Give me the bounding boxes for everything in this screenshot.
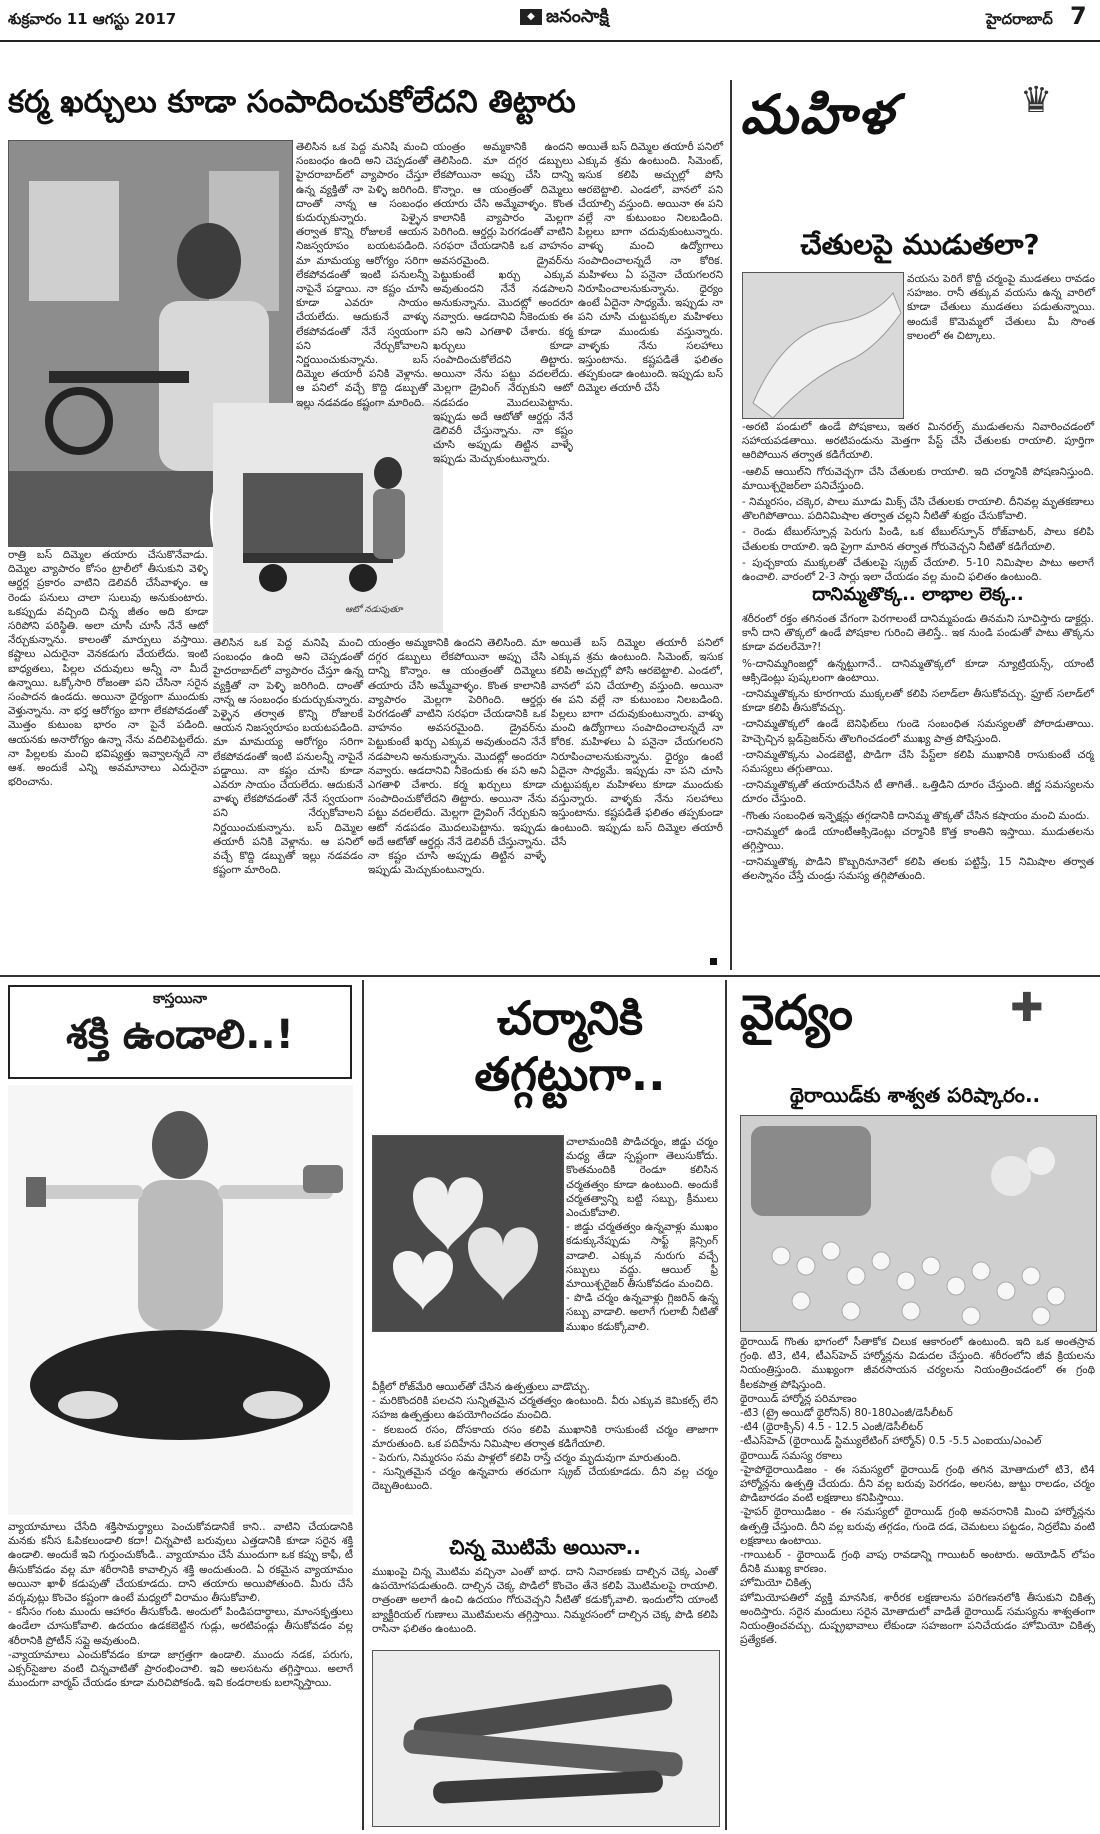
vaidyam-title: వైద్యం [740,985,853,1041]
point-item: -దానిమ్మతొక్క పొడిని కొబ్బరినూనెలో కలిపి తలకు పట్టిస్తే, 15 నిమిషాల తర్వాత తలస్నానం చేస్తే చుండ్రు సమస్య తగ్గిపోతుంది. [742,856,1094,883]
tip-item: - రెండు టేబుల్‌స్పూన్ల పెరుగు పిండి, ఒక టేబుల్‌స్పూన్ రోజ్‌వాటర్, పాలు కలిపి చేతులకు రాయాలి. ఇది ప్రైగా మారిన తర్వాత గోరువెచ్చని నీటితో కడిగేయాలి. [742,526,1094,553]
story-col-2b: తెలిసిన ఒక పెద్ద మనిషి మంచి సంబంధం ఉంది అని చెప్పడంతో హైదరాబాద్‌లో వ్యాపారం చేస్తూ ఉన్న వ్యక్తితో నా పెళ్ళి జరిగింది. దాంతో నాన్న ఆ సంబంధం కుదుర్చుకున్నారు. పెళ్ళైన తర్వాత కొన్ని రోజులకే ఆయన నిజస్వరూపం బయటపడింది. మా మామయ్య ఆరోగ్యం సరిగా లేకపోవడంతో ఇంటి పనులన్నీ నాపైనే పడ్డాయి. నా కష్టం చూసి కూడా ఎవరూ సాయం చేయలేదు. ఆదుకునే వాళ్ళు లేకపోవడంతో నేనే స్వయంగా పని నేర్చుకోవాలని నిర్ణయించుకున్నాను. బస్ దిమ్మెల తయారీ పనికి వెళ్లాను. ఆ పనిలో వచ్చే కొద్ది డబ్బుతో ఇల్లు నడవడం కష్టంగా మారింది. [213,637,363,877]
pomegranate-headline: దానిమ్మతొక్క.. లాభాల లెక్క.. [812,584,1024,605]
section-divider [0,975,1100,977]
vaidyam-headline: థైరాయిడ్‌కు శాశ్వత పరిష్కారం.. [789,1083,1041,1107]
mahila-intro: వయసు పెరిగే కొద్దీ చర్మంపై ముడతలు రావడం సహజం. రానీ తక్కువ వయసు ఉన్న వారిలో కూడా చేతులు ముడతలు పడుతున్నాయి. అందుకే కొమెమ్మలో చేతులు మీ సొంత కాలంలో ఈ చిట్కాలు. [907,273,1095,342]
homeo-photo [740,1115,1097,1332]
photo-illustration [213,403,443,633]
pomegranate-intro: శరీరంలో రక్తం తగినంత వేగంగా పెరగాలంటే దానిమ్మపండు తినమని సూచిస్తారు డాక్టర్లు. కానీ దాని తొక్కలో ఉండే పోషకాల గురించి తెలిస్తే.. ఇక నుండి పండుతో పాటు తొక్కను కూడా వదలరేమో?! [742,613,1094,654]
yoga-photo [8,1085,353,1515]
point-item: -గొంతు సంబంధిత ఇన్ఫెక్షన్లు తగ్గడానికి దానిమ్మ తొక్కతో చేసిన కషాయం మంచి మందు. [742,809,1090,822]
mahila-title: మహిళ [740,82,895,146]
crown-icon: ♛ [1020,80,1053,121]
skin-headline-line2: తగ్గట్టుగా.. [474,1047,666,1101]
skin-headline [440,990,700,1102]
column-divider [725,980,727,1830]
city-name: హైదరాబాద్ [986,10,1053,28]
photo-illustration [373,1651,719,1826]
tip-item: -అరటి పండులో ఉండే పోషకాలు, ఇతర మినరల్స్ ముడుతలను నివారించడంలో సహాయపడతాయి. అరటిపండును మెత్తగా పేస్ట్ చేసి చేతులకు రాయాలి. పూర్తిగా ఆరిపోయిన తర్వాత కడిగేయాలి. [742,421,1094,462]
photo-illustration [743,273,903,418]
masthead [0,0,1100,42]
trolley-photo [210,400,446,636]
photo-illustration [373,1136,563,1331]
photo-caption: ఆటో నడుపుతూ [345,605,403,615]
tip-item: - పుచ్చకాయ ముక్కలతో చేతులపై స్క్రబ్ చేయాలి. 5-10 నిమిషాల పాటు అలాగే ఉంచాలి. వారంలో 2-3 సార్లు ఇలా చేయడం వల్ల మంచి ఫలితం ఉంటుంది. [742,556,1094,584]
soap-photo [372,1135,564,1332]
yoga-headline: శక్తి ఉండాలి..! [66,1012,294,1058]
cinnamon-photo [372,1650,720,1827]
mahila-tips [742,420,1094,584]
point-item: -దానిమ్మతొక్కతో తయారుచేసిన టీ తాగితే.. ఒత్తిడిని దూరం చేస్తుంది. జీర్ణ సమస్యలను దూరం చేస్తుంది. [742,779,1094,806]
yoga-headline-box [8,985,352,1079]
story-col-3b: యంత్రం అమ్మకానికి ఉందని తెలిసింది. మా దగ్గర డబ్బులు లేకపోయినా అప్పు చేసి దాన్ని కొన్నాం. ఆ యంత్రంతో దిమ్మెలు తయారు చేసి అమ్మేవాళ్ళం. కొంత కాలానికి వ్యాపారం మెల్లగా పెరిగింది. ఆర్డర్లు పెరగడంతో వాటిని సరఫరా చేయడానికి ఒక వాహనం అవసరమైంది. డ్రైవర్‌ను పెట్టుకుంటే ఖర్చు ఎక్కువ అవుతుందని నేనే నడపాలని అనుకున్నాను. మొదట్లో అందరూ నవ్వారు. ఆడదానివి నీకెందుకు ఈ పని అని ఎగతాళి చేశారు. కర్మ ఖర్చులు కూడా సంపాదించుకోలేదని తిట్టారు. అయినా నేను పట్టు వదలలేదు. మెల్లగా డ్రైవింగ్ నేర్చుకుని ఆటో నడపడం మొదలుపెట్టాను. ఇప్పుడు అదే ఆటోతో ఆర్డర్లు నేనే డెలివరీ చేస్తున్నాను. నా కష్టం చూసి అప్పుడు తిట్టిన వాళ్ళే ఇప్పుడు మెచ్చుకుంటున్నారు. [368,637,546,877]
tip-item: - నిమ్మరసం, చక్కెర, పాలు మూడు మిక్స్ చేసి చేతులకు రాయాలి. దీనివల్ల మృతకణాలు తొలగిపోతాయి. పదినిమిషాల తర్వాత చల్లని నీటితో శుభ్రం చేసుకోవాలి. [742,496,1094,523]
logo-icon: ◆ [520,9,542,25]
yoga-body: వ్యాయామాలు చేసేది శక్తిసామర్థ్యాలు పెంచుకోవడానికే కాని.. వాటిని చేయడానికి మనకు కనీస ఓపికలుండాలి కదా! చిన్నపాటి బరువులు ఎత్తడానికి కూడా సరైన శక్తి ఉండాలి. అందుకే ఇవి గుర్తుంచుకోండి.. వ్యాయామం చేసే ముందుగా ఒక కప్పు కాఫీ, టీ తీసుకోవడం వల్ల మా శరీరానికి కావాల్సిన శక్తి అందుతుంది. ఏ రకమైన వ్యాయామం అయినా ఖాళీ కడుపుతో చేయకూడదు. దాని తయారు అయిపోతుంది. మీరు చేసే వర్కవుట్లు కొంచెం కష్టంగా ఉంటే మధ్యలో విరామం తీసుకోవాలి. - కనీసం గంట ముందు ఆహారం తీసుకోండి. అందులో పిండిపదార్థాలు, మాంసకృత్తులు ఉండేలా చూసుకోవాలి. ఉదయం ఉడకబెట్టిన గుడ్లు, అరటిపండ్లు తీసుకోవడం వల్ల శరీరానికి ప్రోటీన్ సప్లై అవుతుంది. -వ్యాయామాలు ఎంచుకోవడం కూడా జాగ్రత్తగా ఉండాలి. ముందు నడక, పరుగు, ఎక్సర్‌సైజుల వంటి చిన్నవాటితో ప్రారంభించాలి. ఇవి అలసటను తగ్గిస్తాయి. అలాగే ముందుగా వార్మప్ చేయడం కూడా మరిచిపోకండి. ఇవి కండరాలకు బలాన్నిస్తాయి. [8,1521,353,1690]
skin-right-col: చాలామందికి పొడిచర్మం, జిడ్డు చర్మం మధ్య తేడా స్పష్టంగా తెలుసుకోదు. కొంతమందికి రెండూ కలిసిన చర్మతత్వం కూడా ఉంటుంది. అందుకే చర్మతత్వాన్ని బట్టి సబ్బు, క్రీములు ఎంచుకోవాలి. - జిడ్డు చర్మతత్వం ఉన్నవాళ్లు ముఖం కడుక్కునేప్పుడు సాఫ్ట్ క్లెన్సింగ్ వాడాలి. ఎక్కువ నురుగు వచ్చే సబ్బులు వద్దు. ఆయిల్ ఫ్రీ మాయిశ్చరైజర్ తీసుకోవడం మంచిది. - పొడి చర్మం ఉన్నవాళ్లు గ్లిజరిన్ ఉన్న సబ్బు వాడాలి. అలాగే గులాబీ నీటితో ముఖం కడుక్కోవాలి. [566,1136,718,1333]
paper-logo [520,6,609,31]
vaidyam-body: థైరాయిడ్ గొంతు భాగంలో సీతాకోక చిలుక ఆకారంలో ఉంటుంది. ఇది ఒక అంతస్రావ గ్రంథి. టి3, టి4, టీఎస్‌హెచ్ హార్మోన్లను విడుదల చేస్తుంది. శరీరంలోని జీవ క్రియలను నియంత్రిస్తుంది. ముఖ్యంగా జీవరసాయన చర్యలను నియంత్రించడంలో ఈ గ్రంథి కీలకపాత్ర పోషిస్తుంది. థైరాయిడ్ హార్మోన్ల పరిమాణం -టి3 (ట్రై అయిడో థైరోనిన్) 80-180ఎంజీ/డెసీలీటర్ -టి4 (థైరాక్సిన్) 4.5 - 12.5 ఎంజీ/డెసీలీటర్ -టీఎస్‌హెచ్ (థైరాయిడ్ స్టిమ్యులేటింగ్ హార్మోన్) 0.5 -5.5 ఎంఐయు/ఎంఎల్ థైరాయిడ్ సమస్య రకాలు -హైపోథైరాయిడిజం - ఈ సమస్యలో థైరాయిడ్ గ్రంథి తగిన మోతాదులో టి3, టి4 హార్మోన్లను ఉత్పత్తి చేయదు. దీని వల్ల బరువు పెరగడం, అలసట, జుట్టు రాలడం, చర్మం పొడిబారడం వంటి లక్షణాలు కనిపిస్తాయి. -హైపర్ థైరాయిడిజం - ఈ సమస్యలో థైరాయిడ్ గ్రంథి అవసరానికి మించి హార్మోన్లను ఉత్పత్తి చేస్తుంది. దీని వల్ల బరువు తగ్గడం, గుండె దడ, చెమటలు పట్టడం, నిద్రలేమి వంటి లక్షణాలు ఉంటాయి. -గాయిటర్ - థైరాయిడ్ గ్రంథి వాపు రావడాన్ని గాయిటర్ అంటారు. అయోడిన్ లోపం దీనికి ముఖ్య కారణం. హోమియో చికిత్స హోమియోపతిలో వ్యక్తి మానసిక, శారీరక లక్షణాలను పరిగణనలోకి తీసుకుని చికిత్స అందిస్తారు. సరైన మందులు సరైన మోతాదులో వాడితే థైరాయిడ్ సమస్యను శాశ్వతంగా నియంత్రించవచ్చు. దుష్ప్రభావాలు లేకుండా సహజంగా పనిచేయడం హోమియో చికిత్స ప్రత్యేకత. [740,1336,1095,1647]
story-col-4b: అయితే బస్ దిమ్మెల తయారీ పనిలో ఎక్కువ శ్రమ ఉంటుంది. సిమెంట్, ఇసుక కలిపి అచ్చుల్లో పోసి ఆరబెట్టాలి. ఎండలో, వానలో పని చేయాల్సి వస్తుంది. అయినా ఈ పని వల్లే నా కుటుంబం నిలబడింది. పిల్లలు బాగా చదువుకుంటున్నారు. వాళ్ళు మంచి ఉద్యోగాలు సంపాదించాలన్నదే నా కోరిక. మహిళలు ఏ పనైనా చేయగలరని నిరూపించాలనుకున్నాను. ధైర్యం ఉంటే ఏదైనా సాధ్యమే. ఇప్పుడు నా పని చూసి చుట్టుపక్కల మహిళలు కూడా ముందుకు వస్తున్నారు. వాళ్ళకు నేను సలహాలు ఇస్తుంటాను. కష్టపడితే ఫలితం తప్పకుండా ఉంటుంది. ఇప్పుడు బస్ దిమ్మెల తయారీ చేసే [551,637,723,848]
point-item: -దానిమ్మలో ఉండే యాంటీఆక్సిడెంట్లు చర్మానికి కొత్త కాంతిని ఇస్తాయి. ముడుతలను తగ్గిస్తాయి. [742,825,1094,853]
point-item: -దానిమ్మతొక్కలో ఉండే బెనిఫిట్‌లు గుండె సంబంధిత సమస్యలతో పోరాడుతాయి. హెచ్చెచ్చిన బ్లడ్‌ప్రెజర్‌ను తొలగించడంలో ముఖ్య పాత్ర పోషిస్తుంది. [742,718,1094,745]
tip-item: -ఆలివ్ ఆయిల్‌ని గోరువెచ్చగా చేసి చేతులకు రాయాలి. ఇది చర్మానికి పోషణనిస్తుంది. మాయిశ్చరైజర్‌లా పనిచేస్తుంది. [742,465,1094,492]
skin-below: వీక్లీలో రోజ్‌మేరి ఆయిల్‌తో చేసిన ఉత్పత్తులు వాడొచ్చు. - మరికొందరికి పలచని సున్నితమైన చర్మతత్వం ఉంటుంది. వీరు ఎక్కువ కెమికల్స్ లేని సహజ ఉత్పత్తులు ఉపయోగించడం మంచిది. - కలబంద రసం, దోసకాయ రసం కలిపి ముఖానికి రాసుకుంటే చర్మం తాజాగా మారుతుంది. ఒక పదిహేను నిమిషాల తర్వాత కడిగేయాలి. - పెరుగు, నిమ్మరసం సమ పాళ్లలో కలిపి రాస్తే చర్మం మృదువుగా మారుతుంది. - సున్నితమైన చర్మం ఉన్నవారు తరచుగా స్క్రబ్ చేయకూడదు. దీని వల్ల చర్మం దెబ్బతింటుంది. [372,1381,718,1493]
photo-illustration [8,1085,353,1515]
issue-date: శుక్రవారం 11 ఆగస్టు 2017 [8,10,177,28]
point-item: -దానిమ్మతొక్కను ఎండబెట్టి, పొడిగా చేసి పేస్ట్‌లా కలిపి ముఖానికి రాసుకుంటే చర్మ సమస్యలు తగ్గుతాయి. [742,748,1094,776]
story-end-marker [710,958,717,965]
story-col-3: యంత్రం అమ్మకానికి ఉందని తెలిసింది. మా దగ్గర డబ్బులు లేకపోయినా అప్పు చేసి దాన్ని కొన్నాం. ఆ యంత్రంతో దిమ్మెలు తయారు చేసి అమ్మేవాళ్ళం. కొంత కాలానికి వ్యాపారం మెల్లగా పెరిగింది. ఆర్డర్లు పెరగడంతో వాటిని సరఫరా చేయడానికి ఒక వాహనం అవసరమైంది. డ్రైవర్‌ను పెట్టుకుంటే ఖర్చు ఎక్కువ అవుతుందని నేనే నడపాలని అనుకున్నాను. మొదట్లో అందరూ నవ్వారు. ఆడదానివి నీకెందుకు ఈ పని అని ఎగతాళి చేశారు. కర్మ ఖర్చులు కూడా సంపాదించుకోలేదని తిట్టారు. అయినా నేను పట్టు వదలలేదు. మెల్లగా డ్రైవింగ్ నేర్చుకుని ఆటో నడపడం మొదలుపెట్టాను. ఇప్పుడు అదే ఆటోతో ఆర్డర్లు నేనే డెలివరీ చేస్తున్నాను. నా కష్టం చూసి అప్పుడు తిట్టిన వాళ్ళే ఇప్పుడు మెచ్చుకుంటున్నారు. [433,141,573,466]
mahila-headline: చేతులపై ముడుతలా? [800,228,1040,261]
story-col-4: అయితే బస్ దిమ్మెల తయారీ పనిలో ఎక్కువ శ్రమ ఉంటుంది. సిమెంట్, ఇసుక కలిపి అచ్చుల్లో పోసి ఆరబెట్టాలి. ఎండలో, వానలో పని చేయాల్సి వస్తుంది. అయినా ఈ పని వల్లే నా కుటుంబం నిలబడింది. పిల్లలు బాగా చదువుకుంటున్నారు. వాళ్ళు మంచి ఉద్యోగాలు సంపాదించాలన్నదే నా కోరిక. మహిళలు ఏ పనైనా చేయగలరని నిరూపించాలనుకున్నాను. ధైర్యం ఉంటే ఏదైనా సాధ్యమే. ఇప్పుడు నా పని చూసి చుట్టుపక్కల మహిళలు కూడా ముందుకు వస్తున్నారు. వాళ్ళకు నేను సలహాలు ఇస్తుంటాను. కష్టపడితే ఫలితం తప్పకుండా ఉంటుంది. ఇప్పుడు బస్ దిమ్మెల తయారీ చేసే [578,141,723,395]
point-item: -దానిమ్మతొక్కను కూరగాయ ముక్కలతో కలిపి సలాడ్‌లా తీసుకోవచ్చు. ఫ్రూట్ సలాడ్‌లో కూడా కలిపి తీసుకోవచ్చు. [742,688,1094,715]
skin-headline-line1: చర్మానికి [496,991,644,1045]
column-divider [730,80,732,970]
photo-illustration [741,1116,1096,1331]
page-number: 7 [1070,2,1087,30]
paper-name: జనంసాక్షి [546,6,609,27]
story-headline: కర్మ ఖర్చులు కూడా సంపాదించుకోలేదని తిట్టారు [8,84,576,120]
medicine-icon: ✚ [1010,985,1044,1031]
story-col-2: తెలిసిన ఒక పెద్ద మనిషి మంచి సంబంధం ఉంది అని చెప్పడంతో హైదరాబాద్‌లో వ్యాపారం చేస్తూ ఉన్న వ్యక్తితో నా పెళ్ళి జరిగింది. దాంతో నాన్న ఆ సంబంధం కుదుర్చుకున్నారు. పెళ్ళైన తర్వాత కొన్ని రోజులకే ఆయన నిజస్వరూపం బయటపడింది. మా మామయ్య ఆరోగ్యం సరిగా లేకపోవడంతో ఇంటి పనులన్నీ నాపైనే పడ్డాయి. నా కష్టం చూసి కూడా ఎవరూ సాయం చేయలేదు. ఆదుకునే వాళ్ళు లేకపోవడంతో నేనే స్వయంగా పని నేర్చుకోవాలని నిర్ణయించుకున్నాను. బస్ దిమ్మెల తయారీ పనికి వెళ్లాను. ఆ పనిలో వచ్చే కొద్ది డబ్బుతో ఇల్లు నడవడం కష్టంగా మారింది. [296,141,428,409]
hands-photo [742,272,904,419]
yoga-kicker: కాస్తయినా [152,991,208,1007]
cinnamon-body: ముఖంపై చిన్న మొటిమ వచ్చినా ఎంతో బాధ. దాని నివారణకు దాల్చిన చెక్క ఎంతో ఉపయోగపడుతుంది. దాల్చిన చెక్క పొడిలో కొంచెం తేనె కలిపి మొటిమలపై రాయాలి. రాత్రంతా అలాగే ఉంచి ఉదయం గోరువెచ్చని నీటితో కడుక్కోవాలి. ఇందులోని యాంటీ బ్యాక్టీరియల్ గుణాలు మొటిమలను తగ్గిస్తాయి. నిమ్మరసంలో దాల్చిన చెక్క పొడి కలిపి రాసినా ఫలితం ఉంటుంది. [372,1566,718,1635]
story-col-1: రాత్రి బస్ దిమ్మెల తయారు చేసుకొనేవాడు. దిమ్మెల వ్యాపారం కోసం ట్రాలీలో తీసుకుని వెళ్ళి ఆర్డర్ల ప్రకారం వాటిని డెలివరీ చేసేవాళ్ళం. ఆ రెండు పనులు చాలా సులువు అనుకుంటారు. ఒకప్పుడు వచ్చింది చిన్న జీతం అది కూడా సరిపోని పరిస్థితి. అలా చూసీ చూసీ నేనే ఆటో నేర్చుకున్నాను. కాలంతో మార్పులు వస్తాయి. కష్టాలు ఎదురైనా వెనకడుగు వేయలేదు. ఇంటి బాధ్యతలు, పిల్లల చదువులు అన్నీ నా మీదే ఉన్నాయి. ఒక్కోసారి రోజంతా పని చేసినా సరైన సంపాదన ఉండదు. అయినా ధైర్యంగా ముందుకు వెళ్తున్నాను. నా భర్త ఆరోగ్యం బాగా లేకపోవడంతో మొత్తం కుటుంబ భారం నా పైనే పడింది. ఆయనకు అనారోగ్యం ఉన్నా నేను వదిలిపెట్టలేదు. నా పిల్లలకు మంచి భవిష్యత్తు ఇవ్వాలన్నదే నా ఆశ. అందుకే ఎన్ని అవమానాలు ఎదురైనా భరించాను. [8,549,208,789]
point-item: %-దానిమ్మగింజల్లో ఉన్నట్టుగానే.. దానిమ్మతొక్కలో కూడా న్యూట్రియన్స్, యాంటీ ఆక్సిడెంట్లు పుష్కలంగా ఉంటాయి. [742,657,1094,684]
cinnamon-headline: చిన్న మొటిమే అయినా.. [449,1535,641,1559]
pomegranate-body [742,612,1094,967]
column-divider [362,980,364,1830]
